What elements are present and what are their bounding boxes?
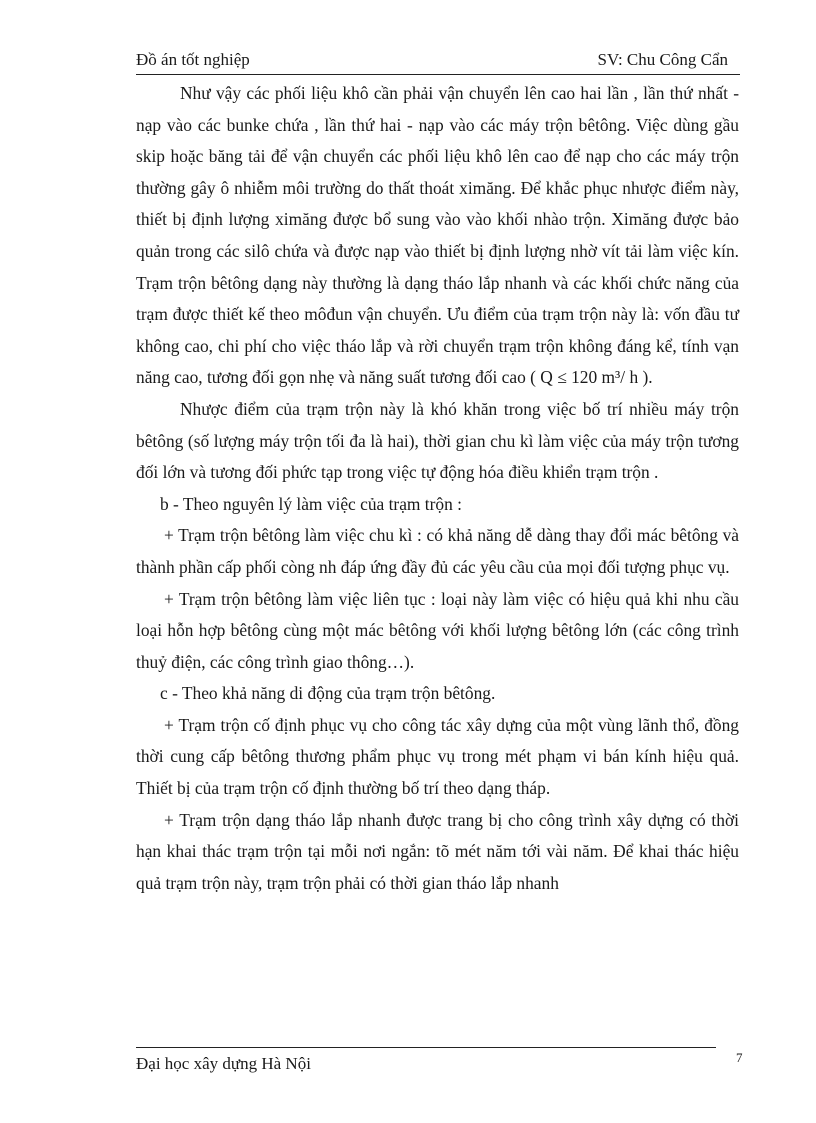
bullet-continuous-plant: + Trạm trộn bêtông làm việc liên tục : loại này làm việc có hiệu quả khi nhu cầu loại hỗn hợp bêtông cùng một mác bêtông với khối lượng bêtông lớn (các công trình thuỷ điện, các công trình giao thông…).: [136, 588, 739, 672]
footer-university: Đại học xây dựng Hà Nội: [136, 1054, 311, 1073]
page-header: [136, 50, 740, 75]
bullet-fixed-plant: + Trạm trộn cố định phục vụ cho công tác xây dựng của một vùng lãnh thổ, đồng thời cung cấp bêtông thương phẩm phục vụ trong mét phạm vi bán kính hiệu quả. Thiết bị của trạm trộn cố định thường bố trí theo dạng tháp.: [136, 714, 739, 799]
footer-divider: [136, 1047, 716, 1048]
paragraph-mixing-plant-description: Như vậy các phối liệu khô cần phải vận chuyển lên cao hai lần , lần thứ nhất - nạp vào các bunke chứa , lần thứ hai - nạp vào các máy trộn bêtông. Việc dùng gầu skip hoặc băng tải để vận chuyển các phối liệu khô lên cao để nạp cho các máy trộn thường gây ô nhiễm môi trường do thất thoát ximăng. Để khắc phục nhược điểm này, thiết bị định lượng ximăng được bổ sung vào vào khối nhào trộn. Ximăng được bảo quản trong các silô chứa và được nạp vào thiết bị định lượng nhờ vít tải làm việc kín. Trạm trộn bêtông dạng này thường là dạng tháo lắp nhanh và các khối chức năng của trạm được thiết kế theo môđun vận chuyển. Ưu điểm của trạm trộn này là: vốn đầu tư không cao, chi phí cho việc tháo lắp và rời chuyển trạm trộn không đáng kể, tính vạn năng cao, tương đối gọn nhẹ và năng suất tương đối cao ( Q ≤ 120 m³/ h ).: [136, 83, 739, 388]
header-student-name: SV: Chu Công Cẩn: [597, 50, 728, 69]
subheading-mobility: c - Theo khả năng di động của trạm trộn bêtông.: [160, 683, 496, 704]
page-number: 7: [736, 1050, 743, 1065]
bullet-quick-assembly-plant: + Trạm trộn dạng tháo lắp nhanh được trang bị cho công trình xây dựng có thời hạn khai thác trạm trộn tại mỗi nơi ngắn: tõ mét năm tới vài năm. Để khai thác hiệu quả trạm trộn này, trạm trộn phải có thời gian tháo lắp nhanh: [136, 809, 739, 893]
bullet-cyclic-plant: + Trạm trộn bêtông làm việc chu kì : có khả năng dễ dàng thay đổi mác bêtông và thành phần cấp phối còng nh đáp ứng đầy đủ các yêu cầu của mọi đối tượng phục vụ.: [136, 525, 739, 577]
subheading-working-principle: b - Theo nguyên lý làm việc của trạm trộn :: [160, 493, 462, 514]
header-thesis-title: Đồ án tốt nghiệp: [136, 50, 250, 69]
body-text: [136, 78, 739, 899]
paragraph-disadvantages: Nhược điểm của trạm trộn này là khó khăn trong việc bố trí nhiều máy trộn bêtông (số lượng máy trộn tối đa là hai), thời gian chu kì làm việc của máy trộn tương đối lớn và tương đối phức tạp trong việc tự động hóa điều khiển trạm trộn .: [136, 398, 739, 483]
